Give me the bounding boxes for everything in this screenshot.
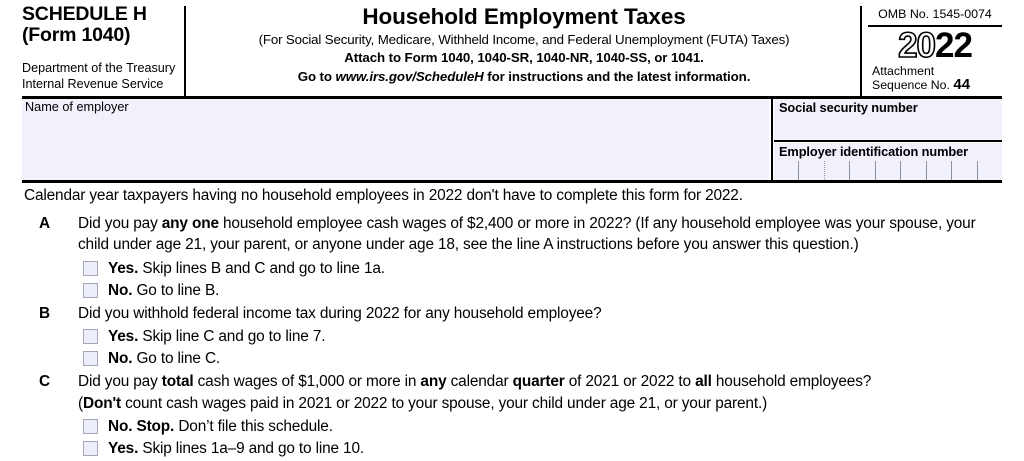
ein-cell[interactable] [927,161,952,180]
sequence-label: Sequence No. [872,77,950,92]
option-instruction: Skip lines 1a–9 and go to line 10. [138,440,364,457]
checkbox[interactable] [83,351,98,366]
plain-text: Did you pay [78,373,162,390]
employer-info-block [22,99,1002,180]
sequence-number: 44 [953,75,971,93]
checkbox[interactable] [83,261,98,276]
employer-vertical-divider [771,99,773,180]
question-letter: B [39,304,50,322]
plain-text: of 2021 or 2022 to [564,373,696,390]
header-right-block [868,4,1002,92]
checkbox[interactable] [83,329,98,344]
ein-cell[interactable] [825,161,850,180]
option-label: No. [108,281,133,299]
employer-name-field[interactable] [22,99,769,180]
plain-text: Did you withhold federal income tax during 2022 for any household employee? [78,304,602,322]
question-letter: A [39,214,50,232]
form-main-title: Household Employment Taxes [362,4,686,29]
header-divider-right [860,6,862,98]
ein-cell[interactable] [978,161,1002,180]
answer-options [78,326,1002,370]
answer-option[interactable] [78,258,1002,280]
option-instruction: Go to line B. [132,281,220,299]
schedule-title-line2: (Form 1040) [22,24,131,46]
plain-text: Did you pay [78,214,162,232]
answer-options [78,258,1002,302]
question-text [78,371,1002,414]
employer-identification-number-field[interactable] [774,143,1002,180]
attachment-sequence [868,64,1002,92]
answer-option[interactable] [78,326,1002,348]
header-divider-left [184,6,186,98]
header-center-block [192,4,856,86]
plain-text: calendar [446,373,513,390]
tax-year-century: 20 [898,25,935,65]
schedule-title-line1: SCHEDULE H [22,3,147,25]
attachment-sequence-line [872,75,1002,93]
form-header [22,4,1002,97]
answer-option[interactable] [78,438,1002,460]
department-line1: Department of the Treasury [22,61,176,75]
ein-cell[interactable] [901,161,926,180]
option-label: Yes. [108,259,139,277]
emphasis-text: all [695,373,712,390]
social-security-number-label: Social security number [779,100,918,115]
header-left-block [22,4,182,97]
emphasis-text: Don't [82,394,121,412]
questions-list [22,213,1002,461]
schedule-title [22,4,182,46]
social-security-number-field[interactable] [774,99,1002,140]
department-block [22,61,175,92]
option-label: No. Stop. [108,418,175,435]
emphasis-text: quarter [512,373,565,390]
checkbox[interactable] [83,283,98,298]
attachment-label: Attachment [872,63,935,78]
plain-text: cash wages of $1,000 or more in [193,373,421,390]
question-letter: C [39,373,50,390]
calendar-year-note: Calendar year taxpayers having no household employees in 2022 don't have to complete this form for 2022. [24,187,743,204]
option-instruction: Skip line C and go to line 7. [138,328,326,345]
form-body [22,185,1002,461]
department-line2: Internal Revenue Service [22,76,164,91]
omb-number: OMB No. 1545-0074 [878,7,992,21]
ein-cell[interactable] [876,161,901,180]
option-instruction: Go to line C. [132,350,221,367]
answer-options [78,416,1002,460]
plain-text: household employee cash wages of $2,400 or more in 2022? (If any household employee was your spouse, your child under age 21, your parent, or anyone under age 18, see the line A instructions before you answer this question.) [78,214,976,253]
plain-text: household employees? [711,373,872,390]
option-label: Yes. [108,328,139,345]
question-a [22,213,1002,302]
question-b [22,303,1002,371]
emphasis-text: any [420,373,447,390]
tax-year-decade: 22 [935,25,972,65]
emphasis-text: any one [161,214,219,232]
option-label: No. [108,350,133,367]
question-text [78,303,1002,325]
tax-year [868,27,1002,64]
plain-text: ( [78,394,83,412]
answer-option[interactable] [78,280,1002,302]
form-subtitle: (For Social Security, Medicare, Withheld Income, and Federal Unemployment (FUTA) Taxes) [258,32,790,47]
ein-cell-group[interactable] [774,161,1002,180]
attach-instruction: Attach to Form 1040, 1040-SR, 1040-NR, 1040-SS, or 1041. [344,50,704,65]
ein-cell[interactable] [850,161,875,180]
employer-bottom-rule [22,180,1002,183]
employer-name-label: Name of employer [25,100,129,114]
emphasis-text: total [161,373,194,390]
option-instruction: Don’t file this schedule. [174,418,333,435]
irs-url: www.irs.gov/ScheduleH [335,68,484,84]
option-label: Yes. [108,440,139,457]
goto-suffix: for instructions and the latest information. [483,68,751,84]
plain-text: count cash wages paid in 2021 or 2022 to your spouse, your child under age 21, or your parent.) [120,394,768,412]
answer-option[interactable] [78,348,1002,370]
checkbox[interactable] [83,419,98,434]
goto-prefix: Go to [297,68,336,84]
ein-cell[interactable] [799,161,824,180]
ein-cell[interactable] [774,161,799,180]
ein-cell[interactable] [952,161,977,180]
question-c [22,371,1002,460]
ssn-ein-divider [774,140,1002,142]
employer-identification-number-label: Employer identification number [779,144,968,159]
question-text [78,213,1002,256]
answer-option[interactable] [78,416,1002,438]
option-instruction: Skip lines B and C and go to line 1a. [138,259,385,277]
checkbox[interactable] [83,441,98,456]
goto-instruction [192,68,856,87]
